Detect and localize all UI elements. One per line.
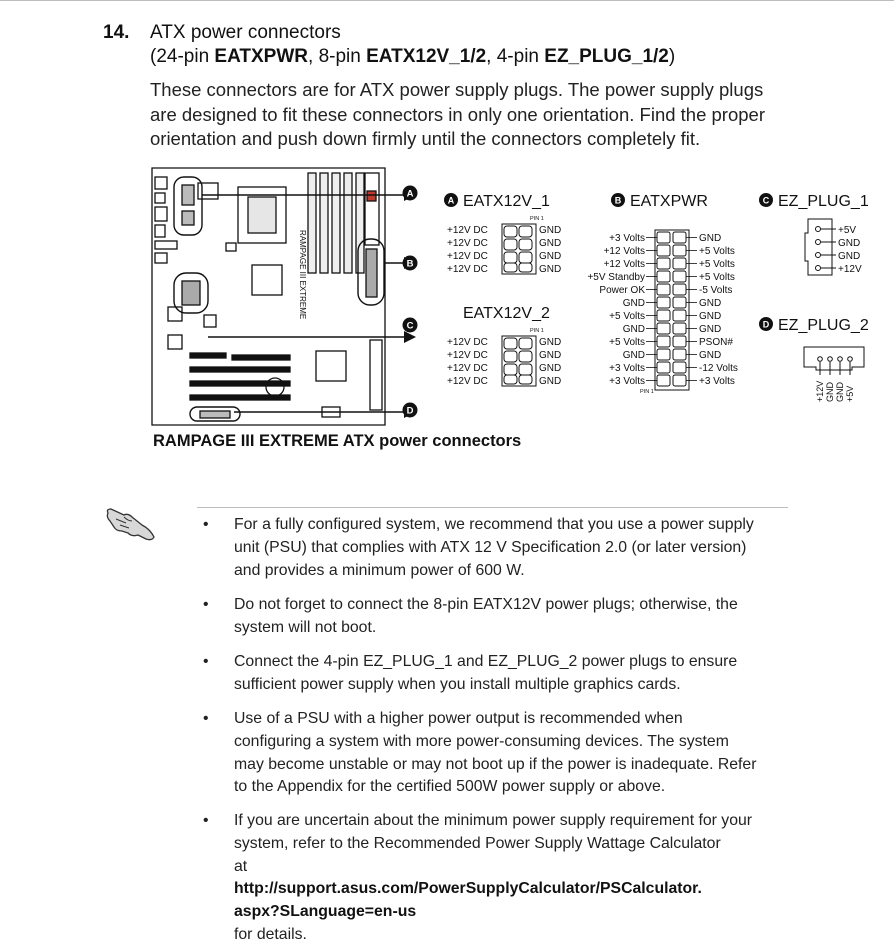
ez-plug-2-pin: GND	[835, 382, 845, 402]
eatxpwr-right-pin-box	[673, 349, 686, 360]
eatx12v-1-left-pin: +12V DC	[447, 264, 488, 275]
intro-paragraph	[150, 78, 790, 152]
note-line: and provides a minimum power of 600 W.	[234, 561, 525, 579]
eatx12v-1-badge: A	[447, 195, 455, 206]
note-line: For a fully configured system, we recommend that you use a power supply	[234, 516, 754, 533]
eatxpwr-left-pin-box	[657, 271, 670, 282]
ez-plug-1-pin: +12V	[838, 264, 862, 275]
eatxpwr-left-pin: Power OK	[599, 285, 645, 296]
eatx12v-2-pin1: PIN 1	[530, 328, 544, 334]
eatxpwr-left-pin-box	[657, 349, 670, 360]
note-line: unit (PSU) that complies with ATX 12 V Specification 2.0 (or later version)	[234, 538, 747, 556]
eatx12v-1-left-pin: +12V DC	[447, 251, 488, 262]
note-line: configuring a system with more power-consuming devices. The system	[234, 732, 729, 750]
eatxpwr-right-pin: GND	[699, 350, 722, 361]
eatxpwr-left-pin-box	[657, 323, 670, 334]
eatxpwr-left-pin: +5 Volts	[609, 337, 645, 348]
eatxpwr-left-pin: +3 Volts	[609, 376, 645, 387]
eatxpwr-right-pin-box	[673, 271, 686, 282]
ez-plug-2-pinout	[759, 317, 869, 402]
ez-plug-1-pin: GND	[838, 238, 861, 249]
eatxpwr-left-pin-box	[657, 336, 670, 347]
eatxpwr-right-pin-box	[673, 323, 686, 334]
eatxpwr-right-pin: GND	[699, 324, 722, 335]
board-text: RAMPAGE III EXTREME	[298, 230, 307, 320]
eatxpwr-right-pin: GND	[699, 311, 722, 322]
ez-plug-1-badge: C	[762, 195, 770, 206]
note-line: sufficient power supply when you install multiple graphics cards.	[234, 675, 681, 693]
eatx12v-2-left-pin: +12V DC	[447, 376, 488, 387]
eatx12v-2-left-pin: +12V DC	[447, 363, 488, 374]
callout-a: A	[406, 188, 414, 200]
eatx12v-1-title: EATX12V_1	[463, 193, 550, 210]
intro-line: These connectors are for ATX power supply plugs. The power supply plugs	[150, 79, 764, 100]
note-line: Connect the 4-pin EZ_PLUG_1 and EZ_PLUG_2 power plugs to ensure	[234, 653, 738, 670]
eatx12v-2-pinout	[447, 305, 561, 387]
eatx12v-1-left-pin: +12V DC	[447, 238, 488, 249]
eatx12v-2-left-pin: +12V DC	[447, 337, 488, 348]
note-divider	[197, 507, 788, 508]
eatxpwr-left-pin-box	[657, 232, 670, 243]
eatxpwr-right-pin-box	[673, 375, 686, 386]
bullet: •	[203, 596, 209, 613]
eatxpwr-right-pin: +3 Volts	[699, 376, 735, 387]
intro-line: orientation and push down firmly until the connectors completely fit.	[150, 128, 701, 149]
eatx12v-1-pin1: PIN 1	[530, 216, 544, 222]
eatx12v-2-right-pin: GND	[539, 350, 562, 361]
bullet: •	[203, 516, 209, 533]
eatxpwr-left-pin-box	[657, 375, 670, 386]
eatxpwr-left-pin: GND	[622, 324, 645, 335]
eatx12v-2-right-pin: GND	[539, 337, 562, 348]
section-title: ATX power connectors	[150, 22, 341, 43]
note-line: may become unstable or may not boot up if the power is inadequate. Refer	[234, 755, 757, 773]
note-line: Use of a PSU with a higher power output is recommended when	[234, 710, 683, 727]
eatxpwr-left-pin: +3 Volts	[609, 363, 645, 374]
eatx12v-1-pinout	[444, 193, 561, 275]
psu-calculator-link[interactable]: http://support.asus.com/PowerSupplyCalculator/PSCalculator.	[234, 880, 702, 898]
figure-caption: RAMPAGE III EXTREME ATX power connectors	[153, 432, 522, 450]
eatxpwr-right-pin-box	[673, 362, 686, 373]
eatx12v-1-right-pin: GND	[539, 264, 562, 275]
eatxpwr-right-pin-box	[673, 258, 686, 269]
eatx12v-2-title: EATX12V_2	[463, 305, 550, 322]
top-rule	[0, 0, 894, 1]
eatxpwr-right-pin: +5 Volts	[699, 246, 735, 257]
callout-badges	[403, 186, 418, 418]
callout-d: D	[406, 405, 414, 417]
eatxpwr-right-pin-box	[673, 310, 686, 321]
power-connector-diagram	[0, 155, 894, 430]
eatxpwr-left-pin-box	[657, 310, 670, 321]
eatxpwr-right-pin: -12 Volts	[699, 363, 738, 374]
ez-plug-1-pin: GND	[838, 251, 861, 262]
eatxpwr-right-pin: +5 Volts	[699, 259, 735, 270]
eatxpwr-pinout	[587, 193, 737, 395]
eatx12v-2-left-pin: +12V DC	[447, 350, 488, 361]
eatxpwr-right-pin: GND	[699, 233, 722, 244]
motherboard-illustration	[152, 168, 385, 425]
eatx12v-1-left-pin: +12V DC	[447, 225, 488, 236]
eatxpwr-left-pin: +12 Volts	[603, 259, 645, 270]
eatxpwr-right-pin: PSON#	[699, 337, 733, 348]
callout-b: B	[406, 258, 414, 270]
eatxpwr-badge: B	[614, 195, 622, 206]
eatxpwr-left-pin-box	[657, 362, 670, 373]
ez-plug-2-badge: D	[762, 319, 770, 330]
section-subtitle: (24-pin EATXPWR, 8-pin EATX12V_1/2, 4-pin EZ_PLUG_1/2)	[150, 46, 676, 67]
intro-line: are designed to fit these connectors in only one orientation. Find the proper	[150, 103, 765, 125]
callout-c: C	[406, 320, 414, 332]
eatxpwr-left-pin-box	[657, 245, 670, 256]
eatxpwr-left-pin: +12 Volts	[603, 246, 645, 257]
bullet: •	[203, 710, 209, 727]
bullet: •	[203, 812, 209, 829]
ez-plug-1-title: EZ_PLUG_1	[778, 193, 869, 210]
eatxpwr-right-pin: GND	[699, 298, 722, 309]
bullet: •	[203, 653, 209, 670]
eatxpwr-left-pin: +5 Volts	[609, 311, 645, 322]
eatxpwr-left-pin: +5V Standby	[587, 272, 645, 283]
eatxpwr-left-pin: GND	[622, 298, 645, 309]
ez-plug-2-pin: +12V	[815, 380, 825, 402]
eatx12v-1-right-pin: GND	[539, 251, 562, 262]
eatx12v-2-right-pin: GND	[539, 376, 562, 387]
psu-calculator-link-continued[interactable]: aspx?SLanguage=en-us	[234, 903, 417, 921]
ez-plug-1-pin: +5V	[838, 225, 857, 236]
ez-plug-2-pin: GND	[825, 382, 835, 402]
eatxpwr-left-pin-box	[657, 297, 670, 308]
eatx12v-2-right-pin: GND	[539, 363, 562, 374]
note-line: at http://support.asus.com/PowerSupplyCalculator/PSCalculator.	[234, 857, 702, 898]
eatxpwr-pin1: PIN 1	[640, 389, 654, 395]
eatx12v-1-right-pin: GND	[539, 238, 562, 249]
eatxpwr-left-pin: +3 Volts	[609, 233, 645, 244]
note-line: system, refer to the Recommended Power Supply Wattage Calculator	[234, 834, 721, 852]
ez-plug-2-title: EZ_PLUG_2	[778, 317, 869, 334]
note-line: aspx?SLanguage=en-us for details.	[234, 903, 417, 943]
eatxpwr-left-pin-box	[657, 258, 670, 269]
pointing-hand-icon	[102, 505, 158, 548]
eatxpwr-left-pin: GND	[622, 350, 645, 361]
eatxpwr-right-pin: +5 Volts	[699, 272, 735, 283]
ez-plug-2-pin: +5V	[845, 385, 855, 402]
note-line: If you are uncertain about the minimum power supply requirement for your	[234, 812, 753, 829]
callout-arrowheads	[404, 189, 416, 418]
note-line: Do not forget to connect the 8-pin EATX12V power plugs; otherwise, the	[234, 596, 738, 613]
note-line: system will not boot.	[234, 618, 377, 636]
eatxpwr-right-pin-box	[673, 232, 686, 243]
note-line: to the Appendix for the certified 500W power supply or above.	[234, 778, 666, 796]
eatxpwr-right-pin-box	[673, 297, 686, 308]
ez-plug-1-pinout	[759, 193, 869, 275]
eatxpwr-right-pin-box	[673, 284, 686, 295]
eatxpwr-title: EATXPWR	[630, 193, 708, 210]
eatx12v-1-right-pin: GND	[539, 225, 562, 236]
eatxpwr-left-pin-box	[657, 284, 670, 295]
eatxpwr-right-pin: -5 Volts	[699, 285, 733, 296]
eatxpwr-right-pin-box	[673, 336, 686, 347]
eatxpwr-right-pin-box	[673, 245, 686, 256]
section-number: 14.	[103, 22, 130, 43]
